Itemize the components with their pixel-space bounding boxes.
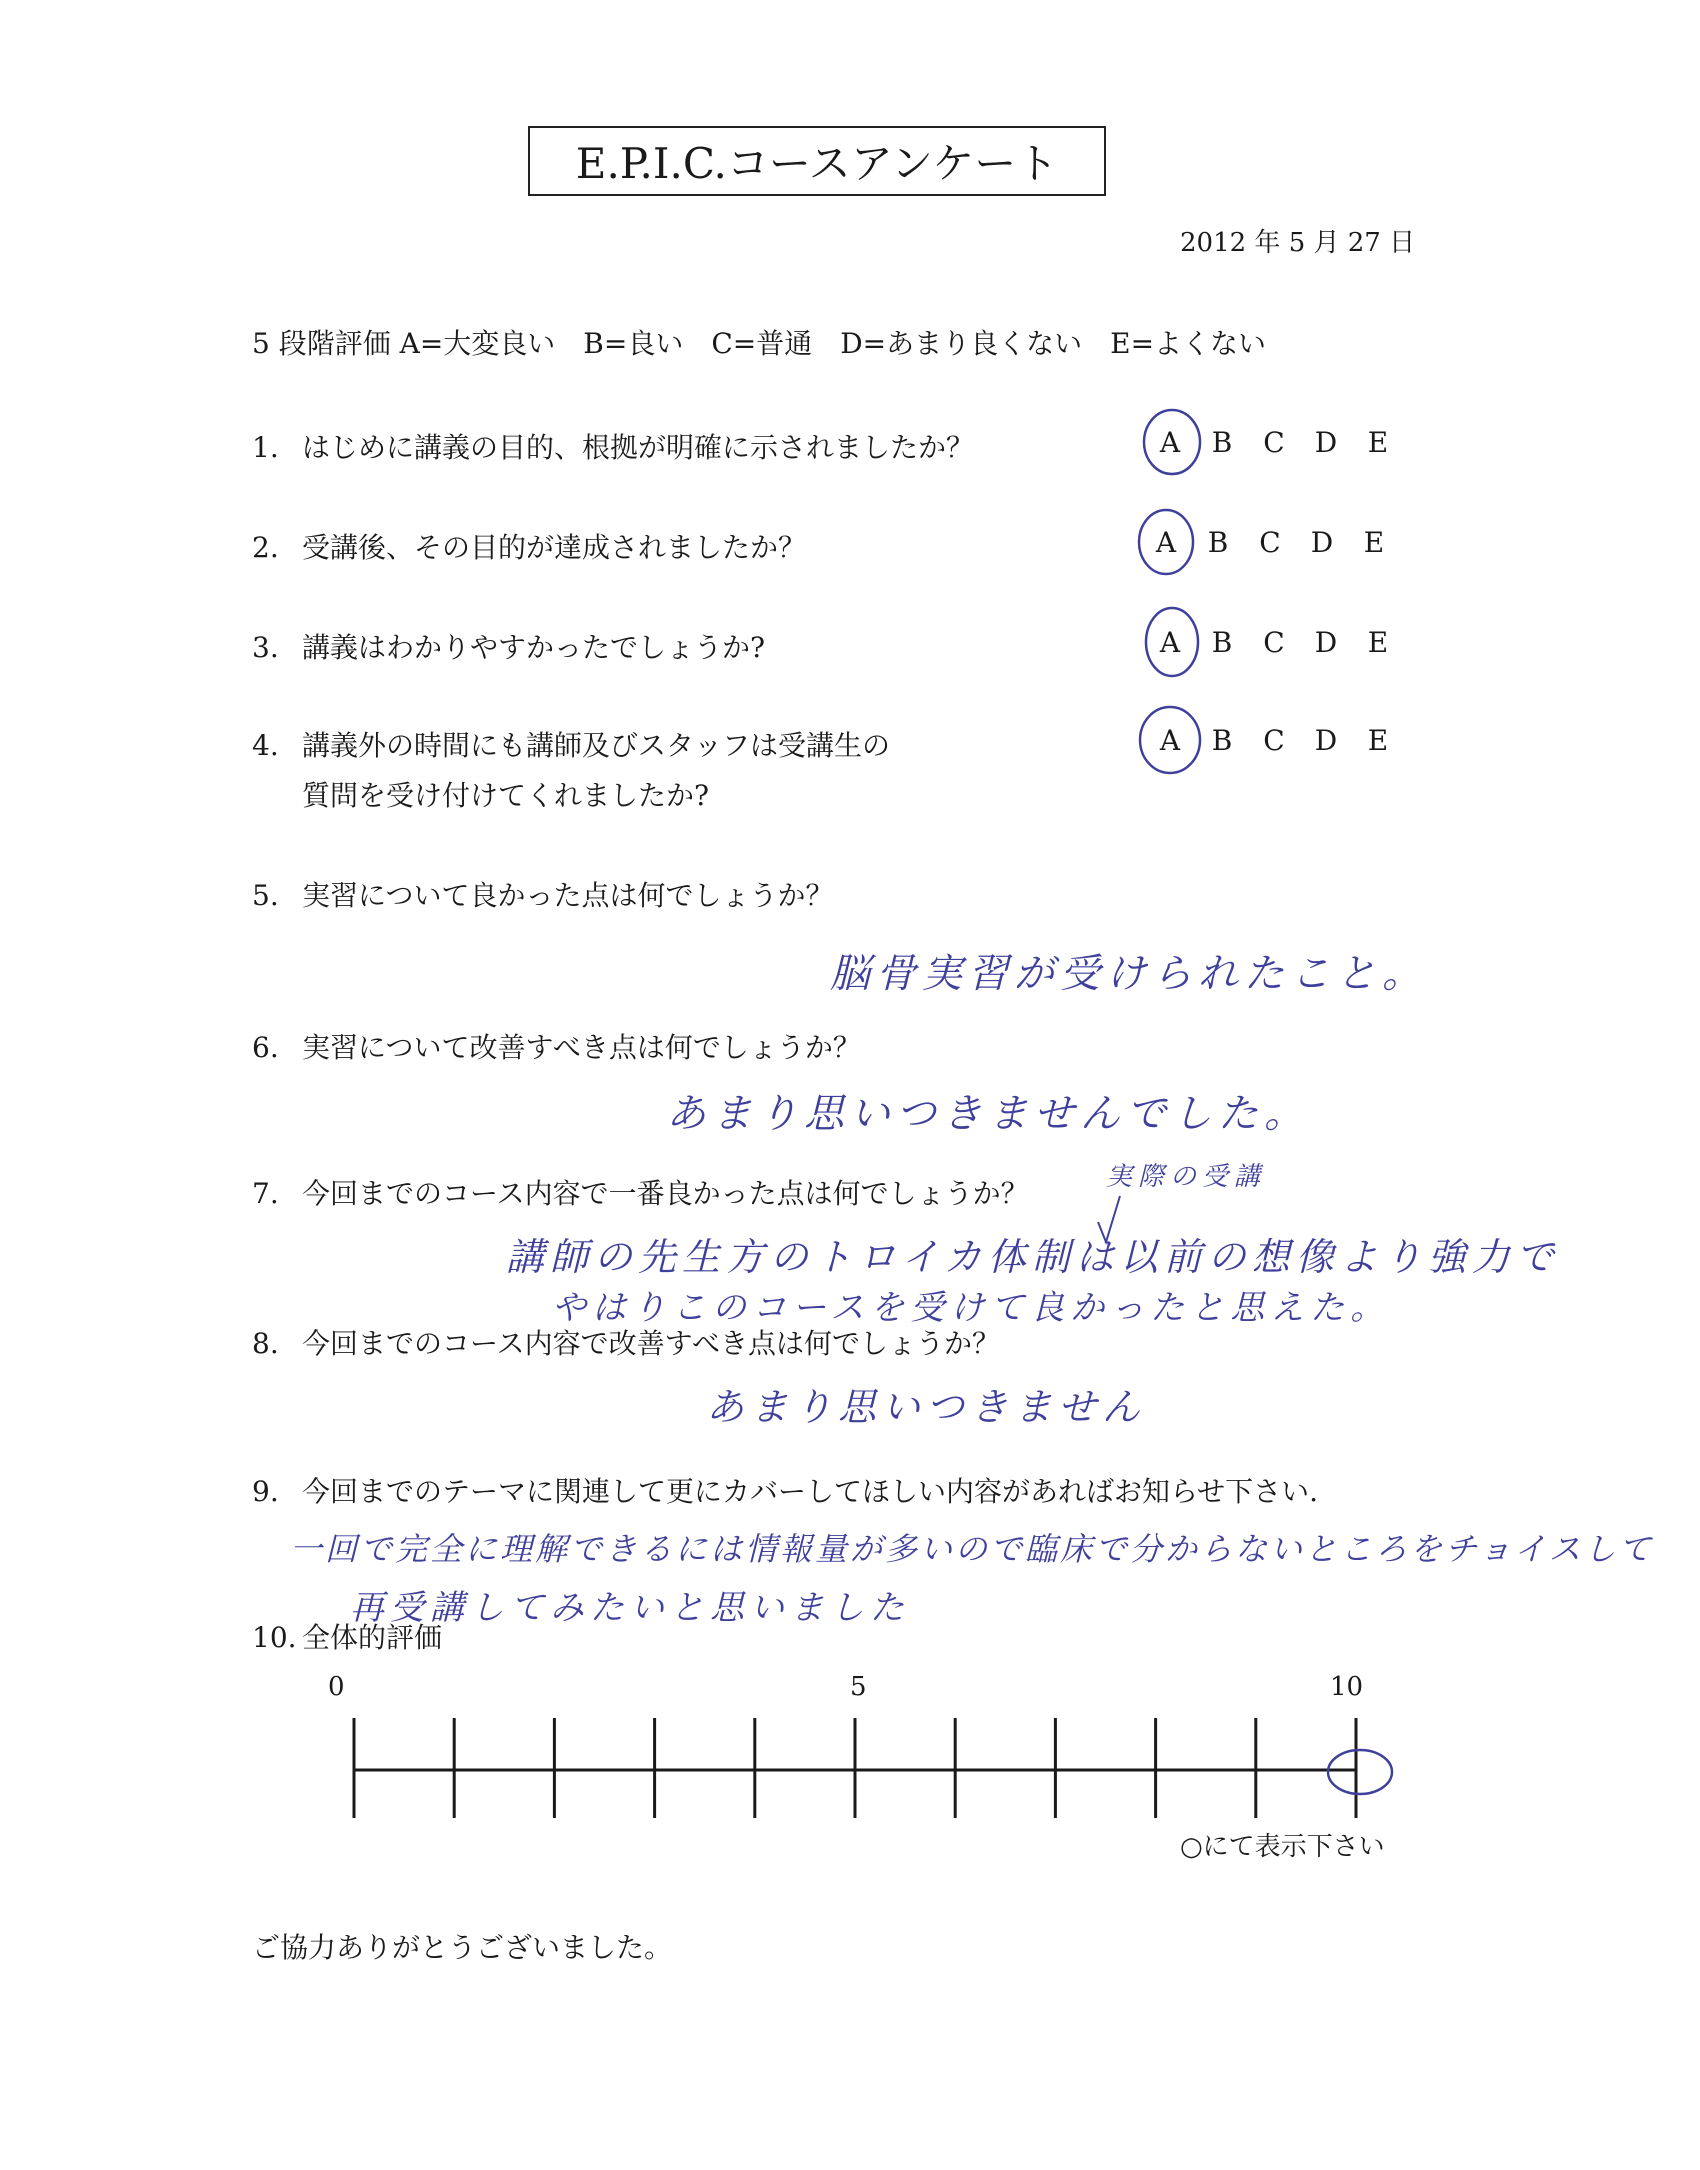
- question-text: 実習について良かった点は何でしょうか？: [302, 879, 834, 912]
- option-b[interactable]: B: [1207, 526, 1229, 559]
- thanks-message: ご協力ありがとうございました。: [252, 1931, 673, 1964]
- question-text: 今回までのテーマに関連して更にカバーしてほしい内容があればお知らせ下さい.: [302, 1475, 1319, 1508]
- answer-9-line-2: 再受講してみたいと思いました: [350, 1588, 910, 1628]
- question-text: 全体的評価: [302, 1621, 443, 1654]
- question-number: 8.: [252, 1327, 279, 1360]
- question-text: 講義はわかりやすかったでしょうか?: [302, 631, 766, 664]
- tick-label-min: 0: [328, 1672, 345, 1702]
- option-d[interactable]: D: [1314, 724, 1338, 757]
- option-d[interactable]: D: [1314, 626, 1338, 659]
- option-a[interactable]: A: [1155, 526, 1177, 559]
- selected-circle-q2: [1139, 510, 1193, 574]
- question-number: 9.: [252, 1475, 279, 1508]
- question-text: 講義外の時間にも講師及びスタッフは受講生の: [302, 729, 891, 762]
- option-c[interactable]: C: [1263, 626, 1285, 659]
- option-b[interactable]: B: [1211, 626, 1233, 659]
- question-text: はじめに講義の目的、根拠が明確に示されましたか？: [302, 431, 975, 464]
- option-a[interactable]: A: [1159, 724, 1181, 757]
- selected-circle-q1: [1144, 410, 1200, 474]
- overall-selected-circle: [1328, 1750, 1392, 1794]
- option-d[interactable]: D: [1314, 426, 1338, 459]
- question-number: 5.: [252, 879, 279, 912]
- question-number: 1.: [252, 431, 279, 464]
- option-b[interactable]: B: [1211, 426, 1233, 459]
- survey-date: 2012 年 5 月 27 日: [1180, 228, 1416, 258]
- question-number: 3.: [252, 631, 279, 664]
- option-a[interactable]: A: [1159, 426, 1181, 459]
- option-c[interactable]: C: [1259, 526, 1281, 559]
- option-b[interactable]: B: [1211, 724, 1233, 757]
- option-c[interactable]: C: [1263, 426, 1285, 459]
- answer-7-line-2: やはりこのコースを受けて良かったと思えた。: [552, 1288, 1391, 1328]
- answer-7-insertion: 実際の受講: [1106, 1162, 1267, 1192]
- instruction-note: ○にて表示下さい: [1180, 1832, 1385, 1862]
- rating-scale-legend: 5 段階評価 A=大変良い B=良い C=普通 D=あまり良くない E=よくない: [252, 327, 1267, 360]
- answer-8-handwritten: あまり思いつきません: [706, 1385, 1147, 1429]
- tick-label-max: 10: [1330, 1672, 1364, 1702]
- option-e[interactable]: E: [1367, 626, 1389, 659]
- question-text: 今回までのコース内容で改善すべき点は何でしょうか？: [302, 1327, 1001, 1360]
- answer-9-line-1: 一回で完全に理解できるには情報量が多いので臨床で分からないところをチョイスして: [290, 1530, 1654, 1568]
- tick-label-mid: 5: [850, 1672, 867, 1702]
- question-text: 受講後、その目的が達成されましたか？: [302, 531, 807, 564]
- answer-7-line-1: 講師の先生方のトロイカ体制は以前の想像より強力で: [506, 1235, 1560, 1279]
- rating-scale-line[interactable]: [354, 1718, 1392, 1818]
- question-number: 10.: [252, 1621, 297, 1654]
- survey-title: E.P.I.C.コースアンケート: [528, 126, 1106, 196]
- answer-6-handwritten: あまり思いつきませんでした。: [666, 1091, 1310, 1137]
- question-number: 4.: [252, 729, 279, 762]
- option-e[interactable]: E: [1367, 724, 1389, 757]
- option-d[interactable]: D: [1310, 526, 1334, 559]
- question-number: 6.: [252, 1031, 279, 1064]
- question-number: 7.: [252, 1177, 279, 1210]
- option-e[interactable]: E: [1367, 426, 1389, 459]
- option-e[interactable]: E: [1363, 526, 1385, 559]
- selected-circle-q3: [1146, 608, 1198, 676]
- insertion-caret: [1098, 1196, 1120, 1242]
- question-text: 今回までのコース内容で一番良かった点は何でしょうか？: [302, 1177, 1029, 1210]
- question-number: 2.: [252, 531, 279, 564]
- option-a[interactable]: A: [1159, 626, 1181, 659]
- question-text: 実習について改善すべき点は何でしょうか？: [302, 1031, 861, 1064]
- answer-5-handwritten: 脳骨実習が受けられたこと。: [830, 951, 1428, 997]
- selected-circle-q4: [1140, 707, 1200, 773]
- question-4-continued: 質問を受け付けてくれましたか?: [302, 779, 710, 812]
- option-c[interactable]: C: [1263, 724, 1285, 757]
